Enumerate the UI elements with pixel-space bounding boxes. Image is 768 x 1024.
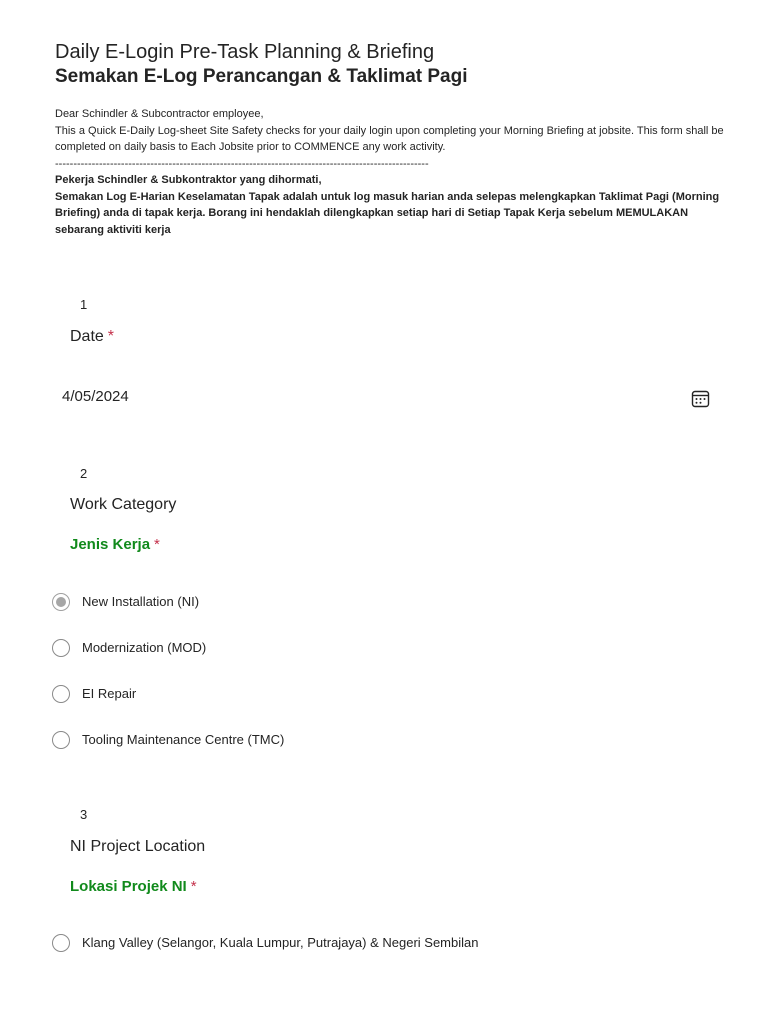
form-description — [55, 106, 725, 238]
date-value[interactable]: 4/05/2024 — [62, 388, 129, 405]
required-mark: * — [107, 328, 115, 345]
option-label: Modernization (MOD) — [82, 640, 207, 655]
option-label: Klang Valley (Selangor, Kuala Lumpur, Putrajaya) & Negeri Sembilan — [82, 935, 479, 950]
greeting-ms: Pekerja Schindler & Subkontraktor yang dihormati, — [55, 174, 322, 186]
description-separator: ------------------------------------------------------------------------------------------------------ — [55, 157, 429, 170]
required-mark: * — [190, 878, 197, 895]
question-number: 2 — [80, 466, 88, 481]
question-number: 3 — [80, 807, 88, 822]
form-title-ms: Semakan E-Log Perancangan & Taklimat Pagi — [55, 66, 468, 87]
question-subtitle-text: Lokasi Projek NI — [70, 878, 187, 895]
form-title-en: Daily E-Login Pre-Task Planning & Briefing — [55, 41, 435, 63]
radio-button[interactable] — [52, 934, 70, 952]
description-ms: Semakan Log E-Harian Keselamatan Tapak adalah untuk log masuk harian anda selepas melengkapkan Taklimat Pagi (Morning Briefing) anda di tapak kerja. Borang ini hendaklah dilengkapkan setiap hari di Setiap Tapak Kerja sebelum MEMULAKAN sebarang aktiviti kerja — [55, 190, 720, 236]
question-title: Work Category — [70, 496, 177, 513]
radio-button[interactable] — [52, 685, 70, 703]
question-title — [70, 328, 114, 346]
radio-button[interactable] — [52, 731, 70, 749]
question-subtitle-text: Jenis Kerja — [70, 536, 151, 553]
question-subtitle — [70, 536, 160, 553]
option-label: Tooling Maintenance Centre (TMC) — [82, 732, 285, 747]
option-label: EI Repair — [82, 686, 137, 701]
question-title-text: Date — [70, 328, 104, 345]
date-input[interactable] — [55, 384, 715, 412]
question-number: 1 — [80, 297, 88, 312]
calendar-icon[interactable] — [691, 389, 710, 408]
radio-button[interactable] — [52, 639, 70, 657]
description-en: This a Quick E-Daily Log-sheet Site Safety checks for your daily login upon completing your Morning Briefing at jobsite. This form shall be completed on daily basis to Each Jobsite prior to COMMENCE any work activity. — [55, 124, 724, 153]
required-mark: * — [154, 536, 160, 553]
option-label: New Installation (NI) — [82, 594, 200, 609]
radio-button-selected[interactable] — [52, 593, 70, 611]
question-subtitle — [70, 878, 197, 895]
question-title: NI Project Location — [70, 838, 206, 855]
greeting-en: Dear Schindler & Subcontractor employee, — [55, 108, 264, 120]
